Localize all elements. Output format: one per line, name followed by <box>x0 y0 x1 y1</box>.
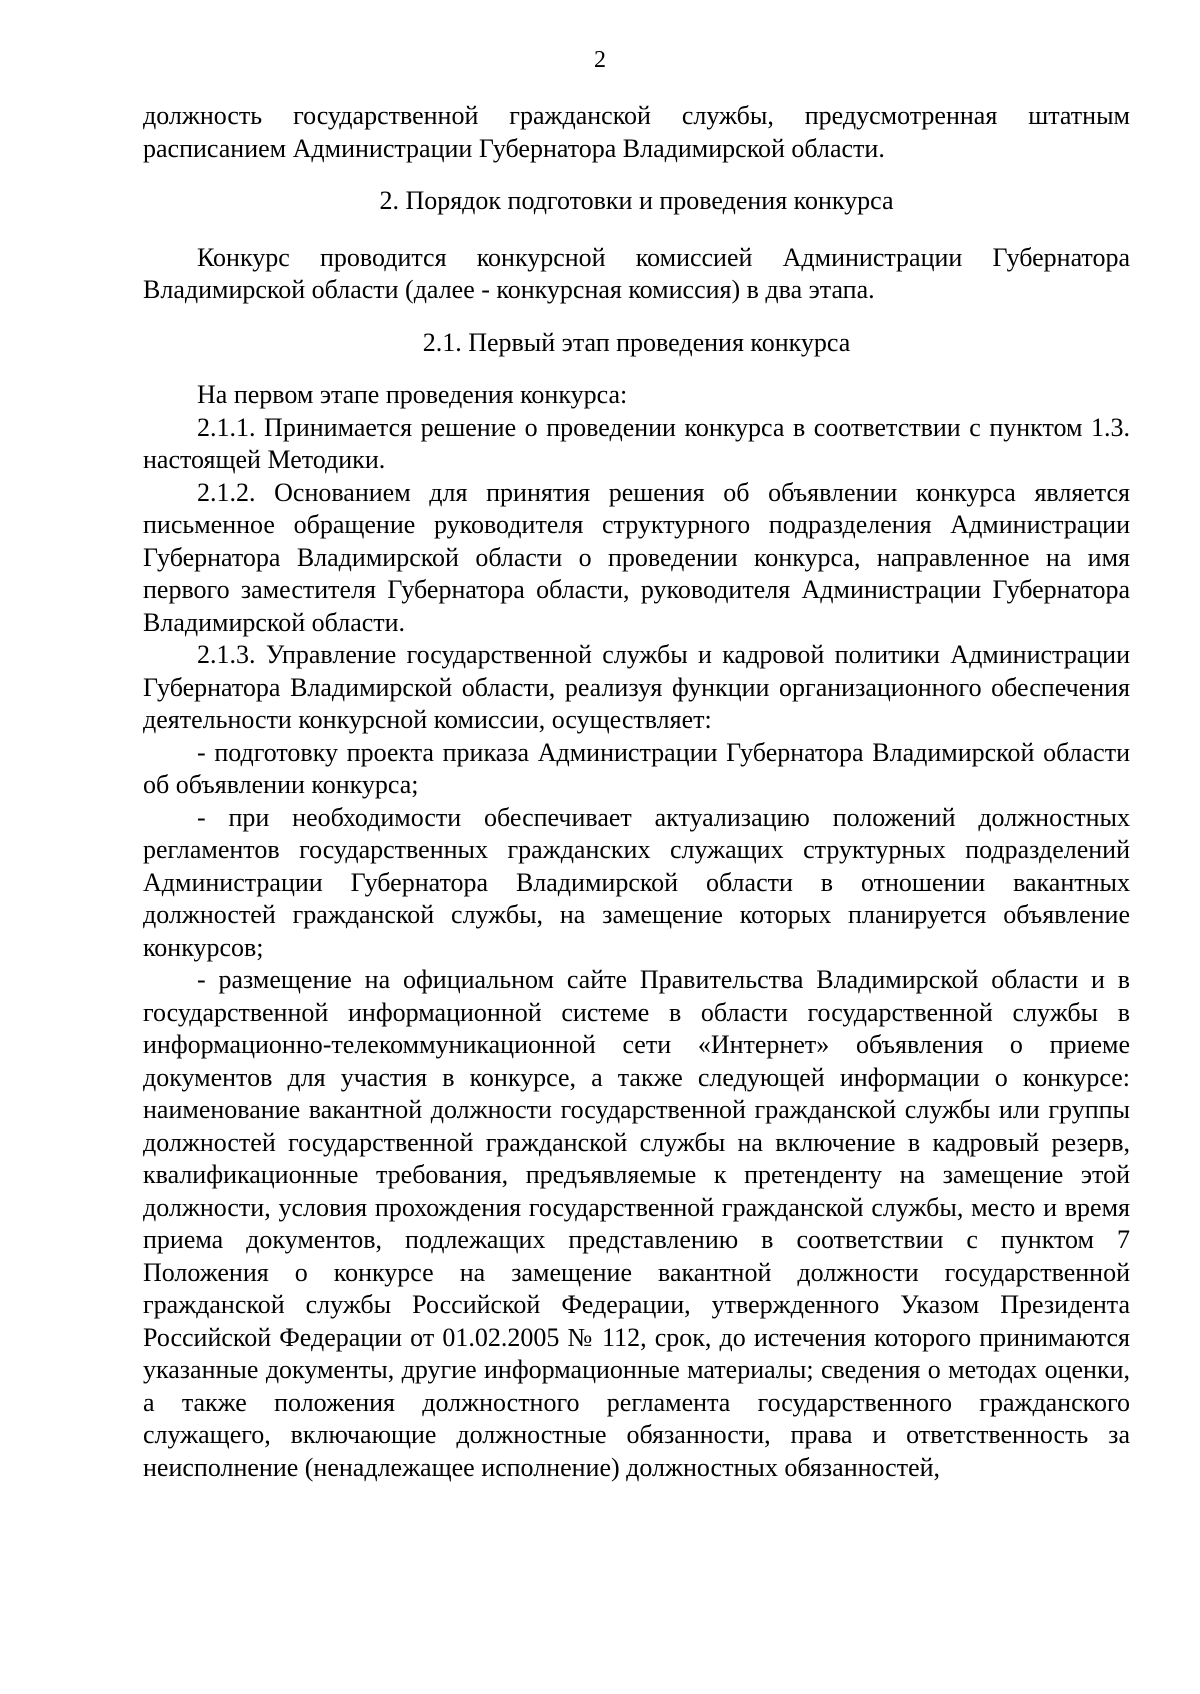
page-number: 2 <box>594 47 606 73</box>
section-2-1-heading: 2.1. Первый этап проведения конкурса <box>422 327 851 357</box>
bullet-item: - размещение на официальном сайте Правительства Владимирской области и в государственной информационной системе в области государственной службы в информационно-телекоммуникационной сети «Интернет» объявления о приеме документов для участия в конкурсе, а также следующей информации о конкурсе: наименование вакантной должности государственной гражданской службы или группы должностей государственной гражданской службы на включение в кадровый резерв, квалификационные требования, предъявляемые к претенденту на замещение этой должности, условия прохождения государственной гражданской службы, место и время приема документов, подлежащих представлению в соответствии с пунктом 7 Положения о конкурсе на замещение вакантной должности государственной гражданской службы Российской Федерации, утвержденного Указом Президента Российской Федерации от 01.02.2005 № 112, срок, до истечения которого принимаются указанные документы, другие информационные материалы; сведения о методах оценки, а также положения должностного регламента государственного гражданского служащего, включающие должностные обязанности, права и ответственность за неисполнение (ненадлежащее исполнение) должностных обязанностей, <box>143 965 1130 1482</box>
section-2-1-lead: На первом этапе проведения конкурса: <box>197 380 628 409</box>
section-2-heading: 2. Порядок подготовки и проведения конкурса <box>379 186 894 215</box>
item-2-1-1: 2.1.1. Принимается решение о проведении конкурса в соответствии с пунктом 1.3. настоящей Методики. <box>143 412 1130 474</box>
item-2-1-3: 2.1.3. Управление государственной службы и кадровой политики Администрации Губернатора Владимирской области, реализуя функции организационного обеспечения деятельности конкурсной комиссии, осуществляет: <box>143 640 1130 734</box>
intro-paragraph: должность государственной гражданской службы, предусмотренная штатным расписанием Администрации Губернатора Владимирской области. <box>143 101 1130 163</box>
document-body <box>143 100 1130 1484</box>
section-2-paragraph: Конкурс проводится конкурсной комиссией Администрации Губернатора Владимирской области (далее - конкурсная комиссия) в два этапа. <box>143 242 1130 304</box>
bullet-item: - при необходимости обеспечивает актуализацию положений должностных регламентов государственных гражданских служащих структурных подразделений Администрации Губернатора Владимирской области в отношении вакантных должностей гражданской службы, на замещение которых планируется объявление конкурсов; <box>143 802 1130 962</box>
bullet-item: - подготовку проекта приказа Администрации Губернатора Владимирской области об объявлении конкурса; <box>143 737 1130 799</box>
item-2-1-2: 2.1.2. Основанием для принятия решения об объявлении конкурса является письменное обращение руководителя структурного подразделения Администрации Губернатора Владимирской области о проведении конкурса, направленное на имя первого заместителя Губернатора области, руководителя Администрации Губернатора Владимирской области. <box>143 477 1130 637</box>
